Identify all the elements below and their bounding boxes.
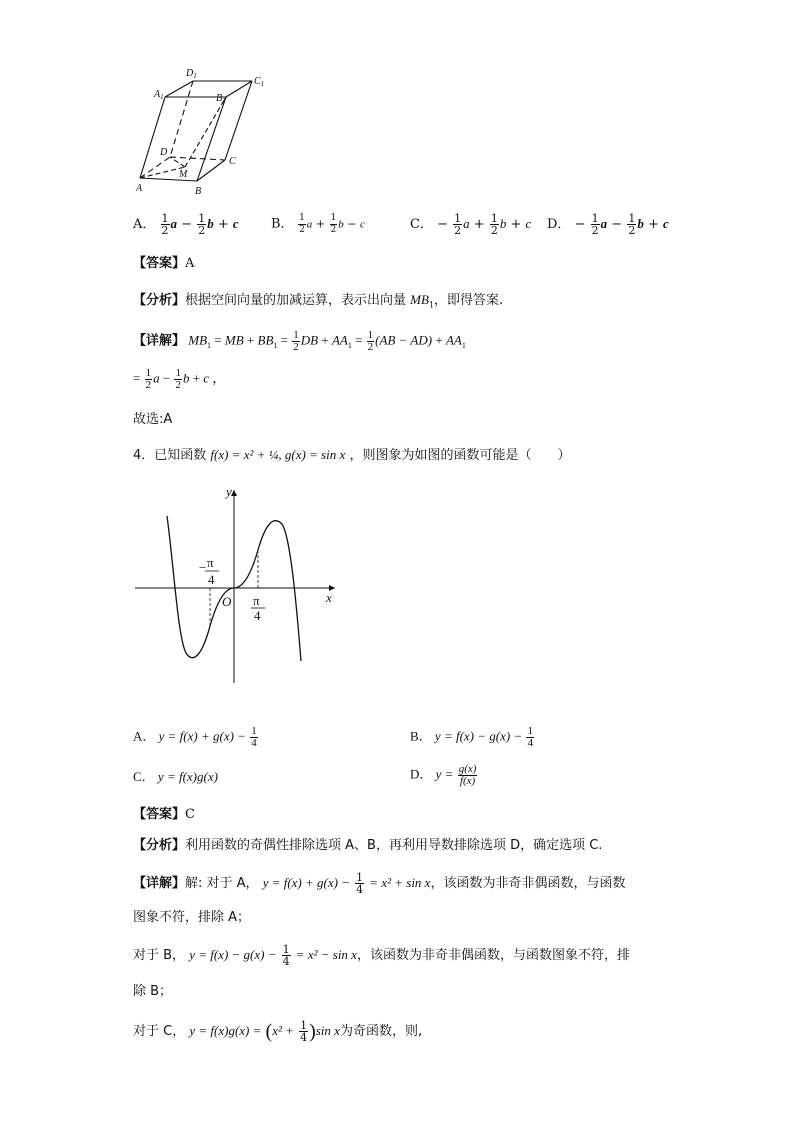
pos-pi-denom: 4 <box>254 608 261 623</box>
q3-option-d: D． − $\frac{1}{2}$ a − $\frac{1}{2}$ b + c <box>547 212 669 237</box>
q3-option-b: B． $\frac{1}{2}$ a + $\frac{1}{2}$ b − c <box>271 213 365 235</box>
graph-origin-label: O <box>222 594 232 609</box>
q3-analysis: 【分析】根据空间向量的加减运算，表示出向量 $MB_1$，即得答案. <box>133 292 504 310</box>
label-A1: $A_1$ <box>154 89 164 101</box>
label-D: D <box>160 147 168 158</box>
neg-pi-num: π <box>207 555 214 570</box>
parallelepiped-figure <box>130 64 280 199</box>
neg-pi-denom: 4 <box>208 572 215 587</box>
q4-option-b: B． y = f(x) − g(x) − $\frac{1}{4}$ <box>410 725 533 749</box>
q4-analysis: 【分析】利用函数的奇偶性排除选项 A、B，再利用导数排除选项 D，确定选项 C. <box>133 838 603 853</box>
label-A: A <box>136 183 143 194</box>
q4-detail-b: 对于 B， y = f(x) − g(x) − $\frac{1}{4}$ = x² − sin x，该函数为非奇非偶函数，与函数图象不符，排 <box>133 943 630 968</box>
label-B: B <box>195 186 202 197</box>
q4-detail-a-line2: 图象不符，排除 A； <box>133 910 251 925</box>
pos-pi-num: π <box>253 593 260 608</box>
label-C1: $C_1$ <box>254 76 265 88</box>
q3-detail-line2: = $\frac{1}{2}$ a − $\frac{1}{2}$ b + c ， <box>133 367 226 391</box>
q4-detail-c: 对于 C， y = f(x)g(x) = (x² + $\frac{1}{4}$ )sin x为奇函数，则, <box>133 1019 423 1044</box>
neg-pi-sign: − <box>199 560 207 575</box>
graph-y-label: y <box>226 484 232 499</box>
label-D1: $D_1$ <box>186 68 197 80</box>
option-letter: A． <box>133 217 156 232</box>
q4-detail-b-line2: 除 B； <box>133 984 173 999</box>
q4-option-d: D． y = $\frac{g(x)}{f(x)}$ <box>410 763 477 787</box>
graph-x-label: x <box>326 590 332 605</box>
q3-option-c: C． − $\frac{1}{2}$ a + $\frac{1}{2}$ b + c <box>410 212 532 237</box>
q4-detail-a: 【详解】解: 对于 A， y = f(x) + g(x) − $\frac{1}{4}$ = x² + sin x，该函数为非奇非偶函数，与函数 <box>133 871 626 896</box>
q3-conclusion: 故选:A <box>133 412 173 427</box>
q4-option-a: A． y = f(x) + g(x) − $\frac{1}{4}$ <box>133 725 257 749</box>
label-C: C <box>229 156 236 167</box>
q4-answer: 【答案】C <box>133 807 195 822</box>
q4-stem: 4．已知函数 f(x) = x² + ¼, g(x) = sin x ，则图象为如图的函数可能是（ ） <box>133 447 571 463</box>
label-M: M <box>179 169 188 180</box>
q3-option-a: A． $\frac{1}{2}$ a − $\frac{1}{2}$ b + c <box>133 212 239 237</box>
q3-answer: 【答案】A <box>133 256 195 271</box>
label-B1: $B_1$ <box>216 93 226 105</box>
q3-detail-line1: 【详解】 $MB_1$ = MB + $BB_1$ = $\frac{1}{2}$ DB + $AA_1$ = $\frac{1}{2}$ $(AB - AD) + AA_1$ <box>133 329 466 353</box>
q4-option-c: C． y = f(x)g(x) <box>133 769 218 784</box>
q4-function-graph <box>130 478 345 688</box>
